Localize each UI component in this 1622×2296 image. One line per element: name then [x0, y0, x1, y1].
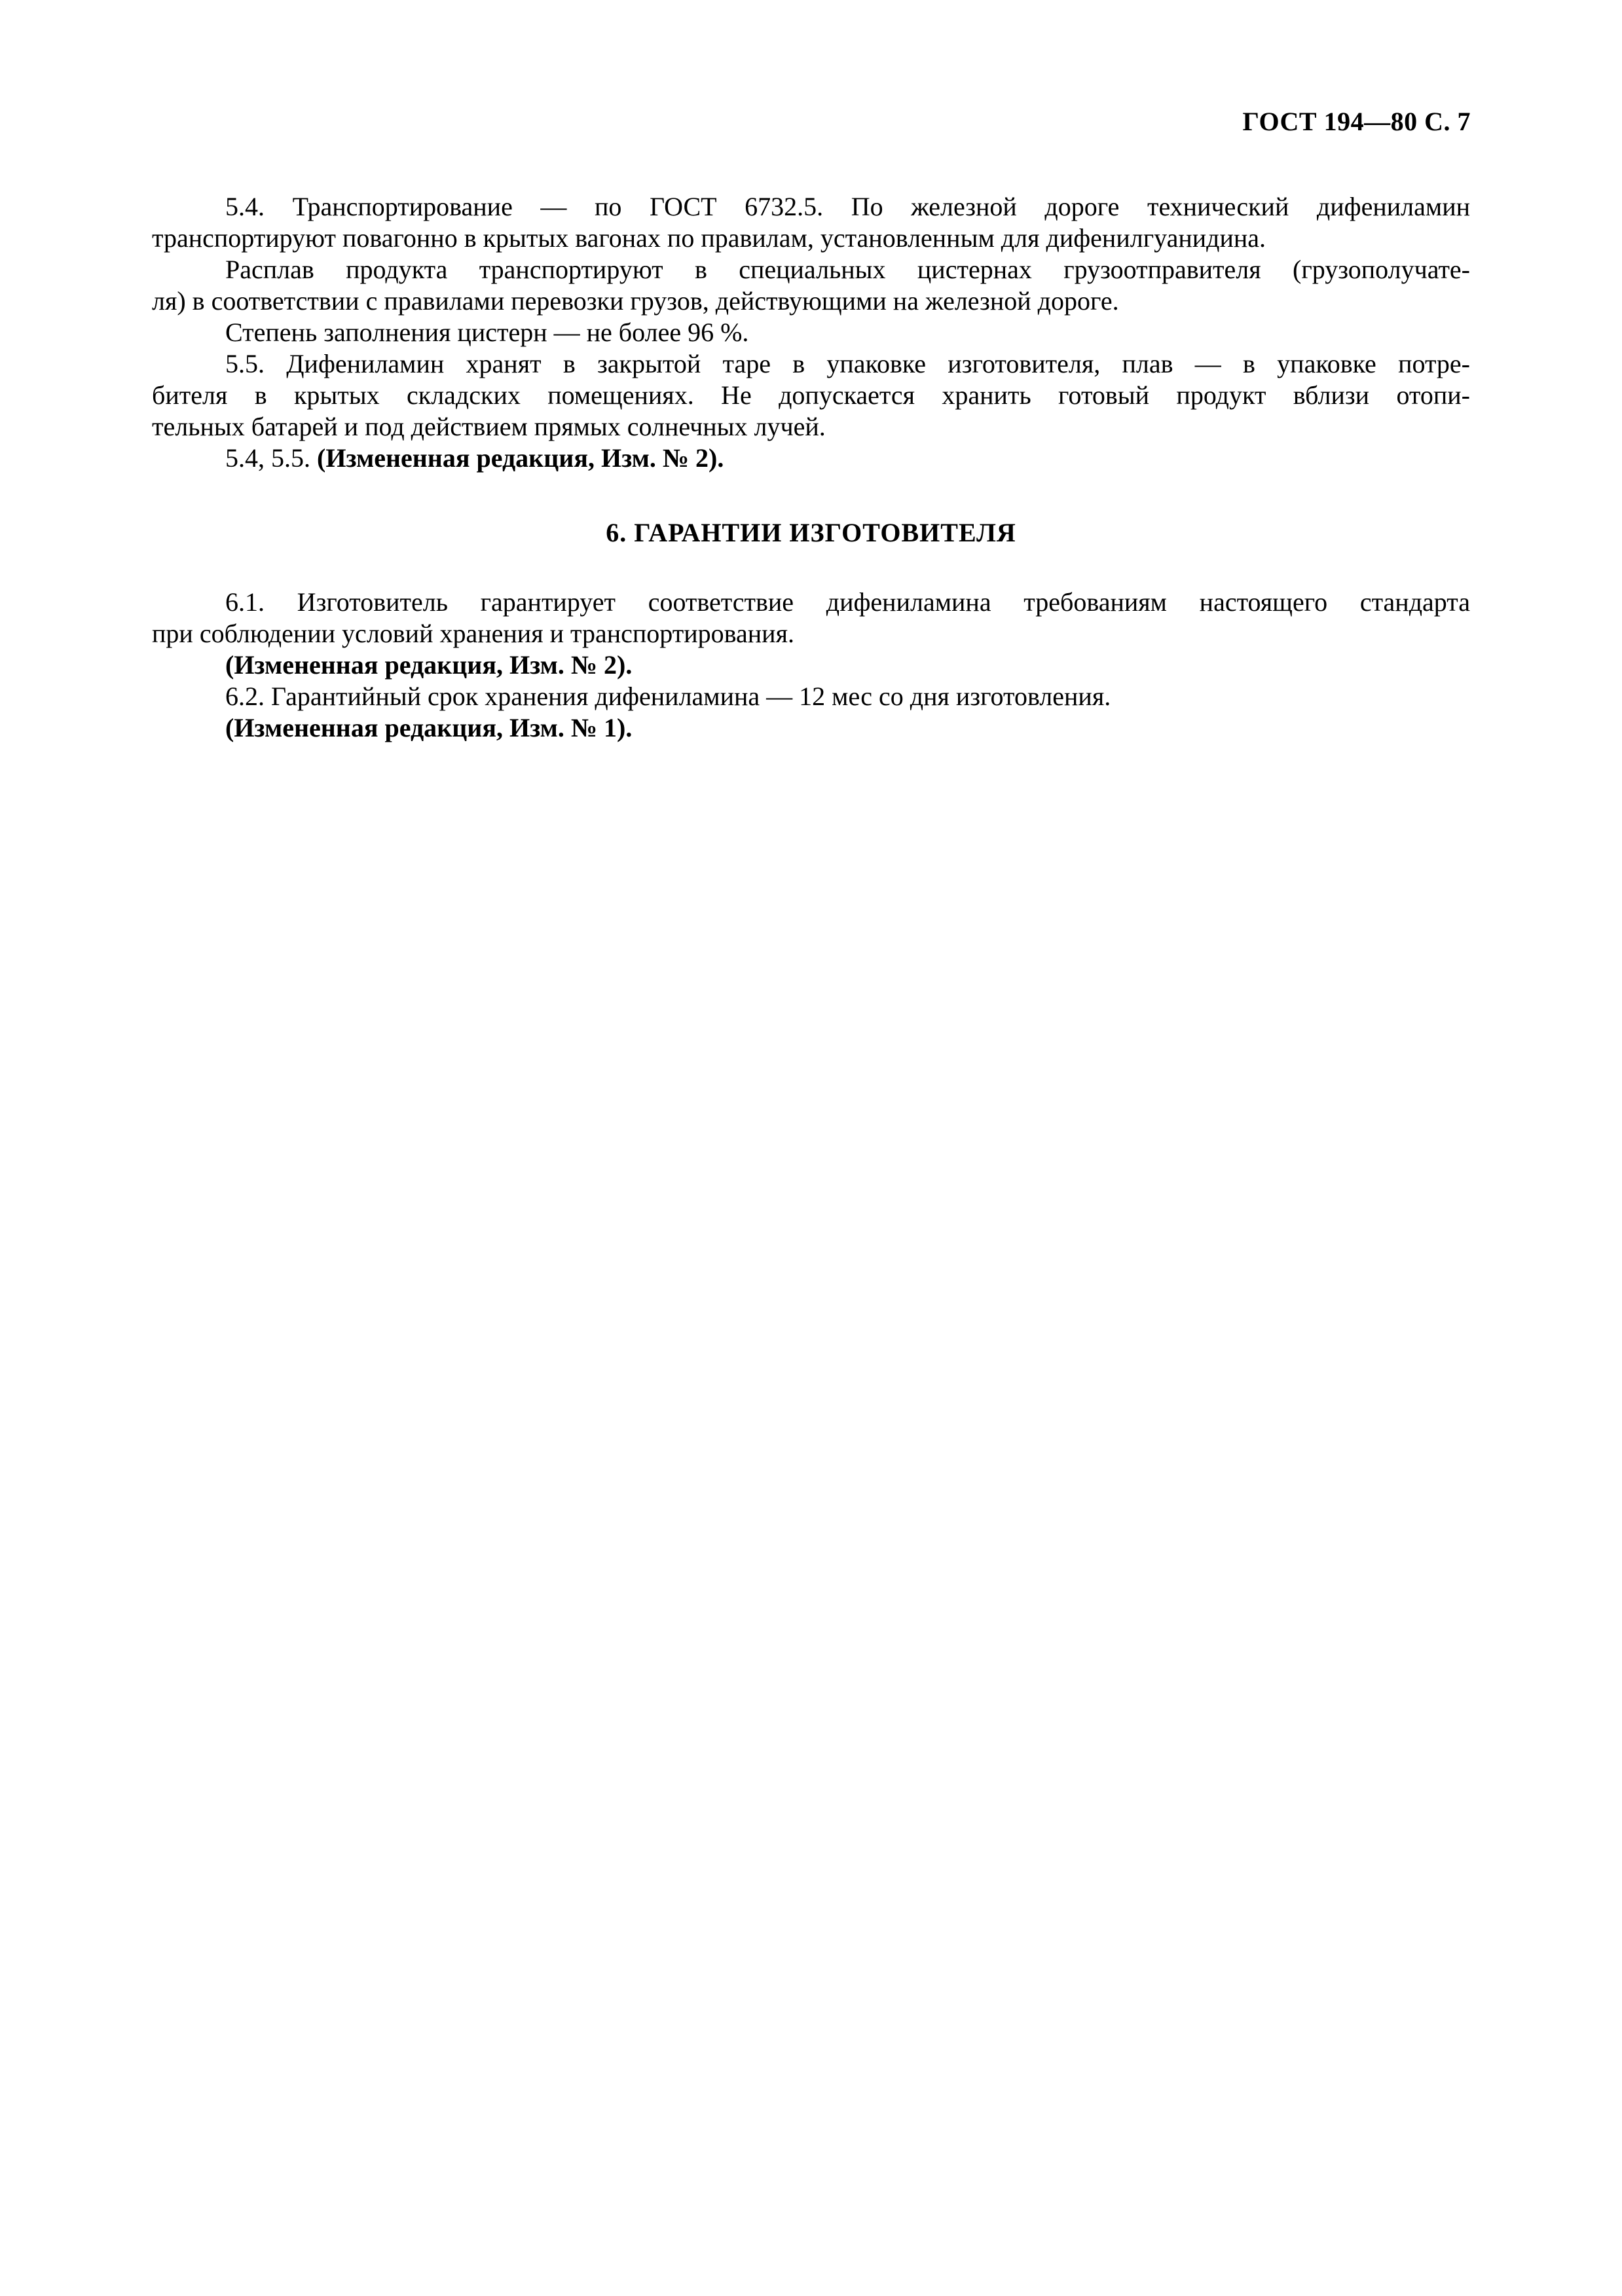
clause-5-4-line-2: транспортируют повагонно в крытых вагонах по правилам, установленным для дифенилгуанидина.	[152, 223, 1266, 253]
clause-6-2: 6.2. Гарантийный срок хранения дифениламина — 12 мес со дня изготовления.	[225, 682, 1111, 711]
clause-5-5-line-3: тельных батарей и под действием прямых солнечных лучей.	[152, 412, 826, 441]
clause-5-4-line-1: 5.4. Транспортирование — по ГОСТ 6732.5. По железной дороге технический дифениламин	[225, 192, 1470, 221]
section-6-text	[152, 587, 1470, 744]
amendment-ref: 5.4, 5.5.	[225, 443, 310, 473]
section-6-title: 6. ГАРАНТИИ ИЗГОТОВИТЕЛЯ	[606, 518, 1016, 547]
clause-6-1-line-2: при соблюдении условий хранения и транспортирования.	[152, 619, 794, 648]
running-head: ГОСТ 194—80 С. 7	[1242, 107, 1471, 136]
clause-5-5-line-2: бителя в крытых складских помещениях. Не допускается хранить готовый продукт вблизи отопи-	[152, 380, 1470, 410]
amendment-note-6-2: (Измененная редакция, Изм. № 1).	[225, 713, 633, 742]
clause-6-1-line-1: 6.1. Изготовитель гарантирует соответствие дифениламина требованиям настоящего стандарта	[225, 587, 1470, 617]
section-5-text	[152, 191, 1470, 474]
melt-transport-line-2: ля) в соответствии с правилами перевозки грузов, действующими на железной дороге.	[152, 286, 1119, 316]
clause-5-5-line-1: 5.5. Дифениламин хранят в закрытой таре в упаковке изготовителя, плав — в упаковке потре-	[225, 349, 1470, 378]
melt-transport-line-1: Расплав продукта транспортируют в специальных цистернах грузоотправителя (грузополучате-	[225, 255, 1470, 284]
amendment-text: (Измененная редакция, Изм. № 2).	[317, 443, 724, 473]
fill-degree-line: Степень заполнения цистерн — не более 96 %.	[225, 318, 749, 347]
amendment-note-6-1: (Измененная редакция, Изм. № 2).	[225, 650, 633, 680]
amendment-note-5	[152, 443, 1470, 474]
